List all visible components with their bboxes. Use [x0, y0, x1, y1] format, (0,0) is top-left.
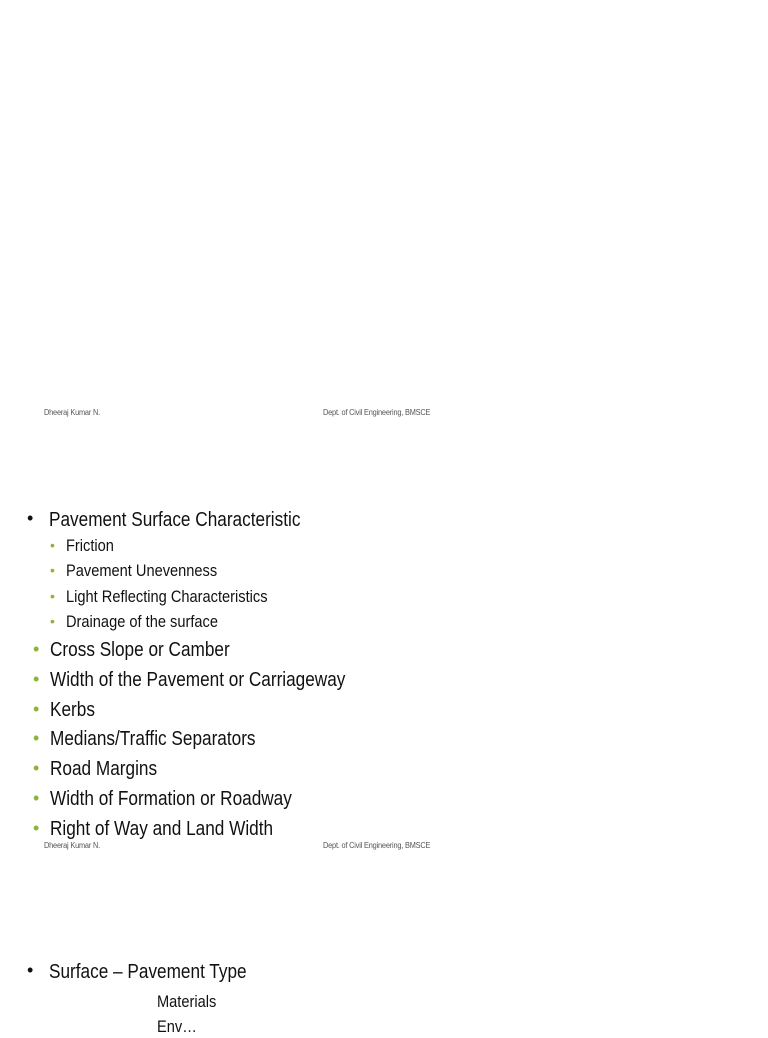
item-kerbs: Kerbs	[50, 699, 95, 721]
bullet-dot: •	[33, 788, 40, 808]
bullet-dot: •	[33, 728, 40, 748]
bullet-dot: •	[33, 639, 40, 659]
bullet-dot: •	[33, 669, 40, 689]
item-right-of-way: Right of Way and Land Width	[50, 818, 274, 840]
item-width-pavement: Width of the Pavement or Carriageway	[50, 669, 346, 691]
slide2-footer-author: Dheeraj Kumar N.	[44, 841, 100, 850]
slide1-footer-dept: Dept. of Civil Engineering, BMSCE	[323, 408, 431, 417]
sub-item-unevenness: Pavement Unevenness	[66, 561, 218, 580]
bullet-dot: •	[33, 818, 40, 838]
item-road-margins: Road Margins	[50, 758, 158, 780]
item-width-formation: Width of Formation or Roadway	[50, 788, 292, 810]
sub-item-drainage: Drainage of the surface	[66, 612, 218, 631]
bullet-dot: •	[27, 508, 34, 528]
bullet-dot: •	[50, 588, 55, 604]
bullet-dot: •	[50, 613, 55, 629]
item-medians: Medians/Traffic Separators	[50, 728, 256, 750]
slide2-main-bullet: Pavement Surface Characteristic	[49, 509, 301, 531]
bullet-dot: •	[27, 960, 34, 980]
item-cross-slope: Cross Slope or Camber	[50, 639, 230, 661]
bullet-dot: •	[33, 758, 40, 778]
slide2-footer-dept: Dept. of Civil Engineering, BMSCE	[323, 841, 431, 850]
sub-item-materials: Materials	[157, 992, 217, 1011]
bullet-dot: •	[50, 562, 55, 578]
bullet-dot: •	[50, 537, 55, 553]
sub-item-env: Env…	[157, 1017, 197, 1036]
slide3-main-bullet: Surface – Pavement Type	[49, 961, 247, 983]
bullet-dot: •	[33, 699, 40, 719]
sub-item-light-reflecting: Light Reflecting Characteristics	[66, 587, 268, 606]
slide1-footer-author: Dheeraj Kumar N.	[44, 408, 100, 417]
sub-item-friction: Friction	[66, 536, 114, 555]
